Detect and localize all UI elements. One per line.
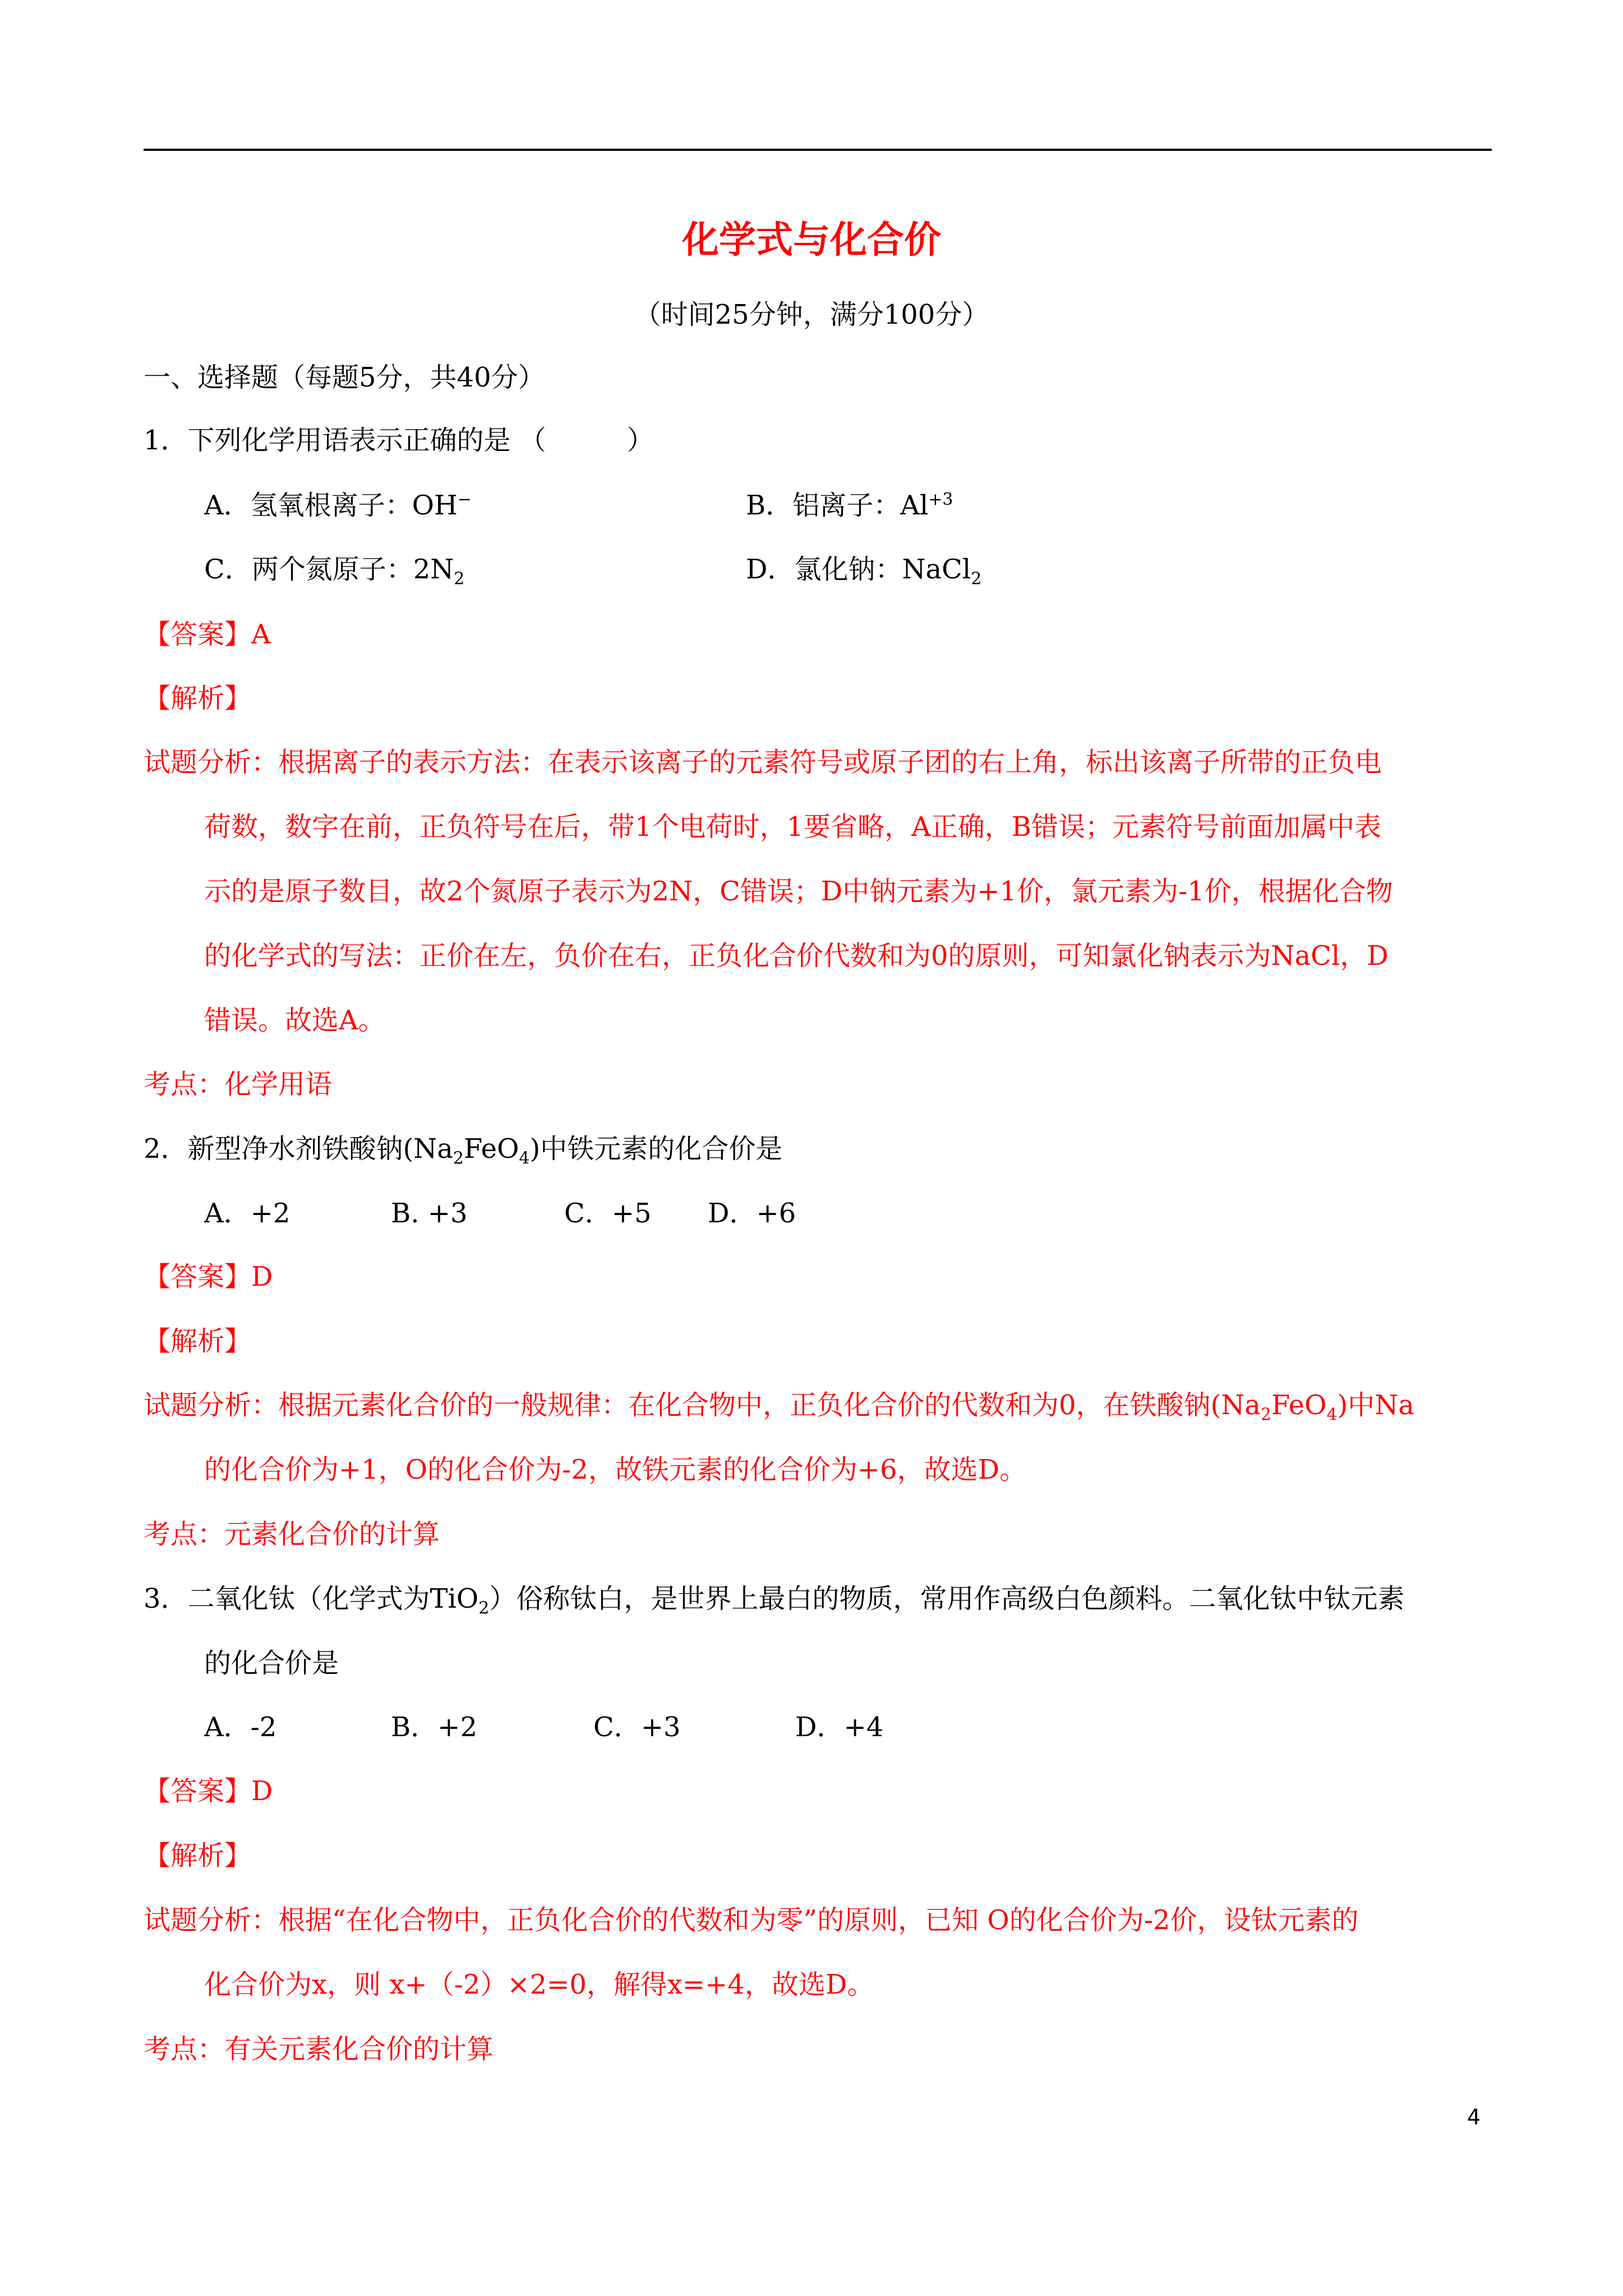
question-1-analysis-line: 示的是原子数目，故2个氮原子表示为2N，C错误；D中钠元素为+1价，氯元素为-1价，根据化合物 xyxy=(204,876,1393,907)
question-3-analysis-line: 化合价为x，则 x+（-2）×2=0，解得x=+4，故选D。 xyxy=(204,1969,874,2000)
question-2-option-b: B. +3 xyxy=(391,1198,468,1229)
question-1-option-c: C．两个氮原子：$2N_2$ xyxy=(204,554,465,589)
question-3-stem: 3．二氧化钛（化学式为TiO$_2$）俗称钛白，是世界上最白的物质，常用作高级白色颜料。二氧化钛中钛元素 xyxy=(144,1583,1405,1618)
question-1-option-a: A．氢氧根离子：OH− xyxy=(204,490,472,521)
page-subtitle: （时间25分钟，满分100分） xyxy=(634,299,989,330)
question-3-option-d: D．+4 xyxy=(795,1711,884,1743)
question-2-analysis-line: 的化合价为+1，O的化合价为-2，故铁元素的化合价为+6，故选D。 xyxy=(204,1454,1027,1485)
page-title: 化学式与化合价 xyxy=(682,218,941,261)
question-2-option-a: A．+2 xyxy=(204,1198,291,1229)
question-1-analysis-line: 试题分析：根据离子的表示方法：在表示该离子的元素符号或原子团的右上角，标出该离子所带的正负电 xyxy=(144,747,1382,778)
question-2-analysis-label: 【解析】 xyxy=(144,1326,252,1357)
question-2-option-d: D．+6 xyxy=(708,1198,796,1229)
question-1-option-d: D．氯化钠：NaCl$_2$ xyxy=(746,554,982,589)
question-3-analysis-line: 试题分析：根据“在化合物中，正负化合价的代数和为零”的原则，已知 O的化合价为-2价，设钛元素的 xyxy=(144,1904,1359,1936)
question-3-option-a: A．-2 xyxy=(204,1711,277,1743)
question-1-analysis-line: 的化学式的写法：正价在左，负价在右，正负化合价代数和为0的原则，可知氯化钠表示为NaCl，D xyxy=(204,940,1389,972)
question-3-answer: 【答案】D xyxy=(144,1775,273,1807)
question-3-option-c: C．+3 xyxy=(593,1711,681,1743)
page-number: 4 xyxy=(1467,2105,1481,2129)
question-2-point: 考点：元素化合价的计算 xyxy=(144,1519,440,1550)
question-2-analysis-line: 试题分析：根据元素化合价的一般规律：在化合物中，正负化合价的代数和为0，在铁酸钠$(Na_2FeO_4)$中Na xyxy=(144,1389,1414,1425)
question-2-stem: 2．新型净水剂铁酸钠$(Na_2FeO_4)$中铁元素的化合价是 xyxy=(144,1133,783,1168)
question-1-option-b: B．铝离子：$Al^{+3}$ xyxy=(746,490,953,521)
question-3-analysis-label: 【解析】 xyxy=(144,1840,252,1871)
question-3-point: 考点：有关元素化合价的计算 xyxy=(144,2033,494,2065)
question-3-option-b: B．+2 xyxy=(391,1711,478,1743)
section-heading: 一、选择题（每题5分，共40分） xyxy=(144,362,545,393)
question-2-option-c: C．+5 xyxy=(564,1198,652,1229)
question-1-analysis-label: 【解析】 xyxy=(144,683,252,714)
question-1-answer: 【答案】A xyxy=(144,619,271,650)
question-1-analysis-line: 错误。故选A。 xyxy=(204,1005,385,1036)
question-1-stem: 1．下列化学用语表示正确的是 （ ） xyxy=(144,425,654,456)
header-rule xyxy=(144,149,1492,151)
question-2-answer: 【答案】D xyxy=(144,1261,273,1292)
question-3-stem-line: 的化合价是 xyxy=(204,1648,339,1679)
question-1-point: 考点：化学用语 xyxy=(144,1069,333,1100)
question-1-analysis-line: 荷数，数字在前，正负符号在后，带1个电荷时，1要省略，A正确，B错误；元素符号前面加属中表 xyxy=(204,811,1382,843)
